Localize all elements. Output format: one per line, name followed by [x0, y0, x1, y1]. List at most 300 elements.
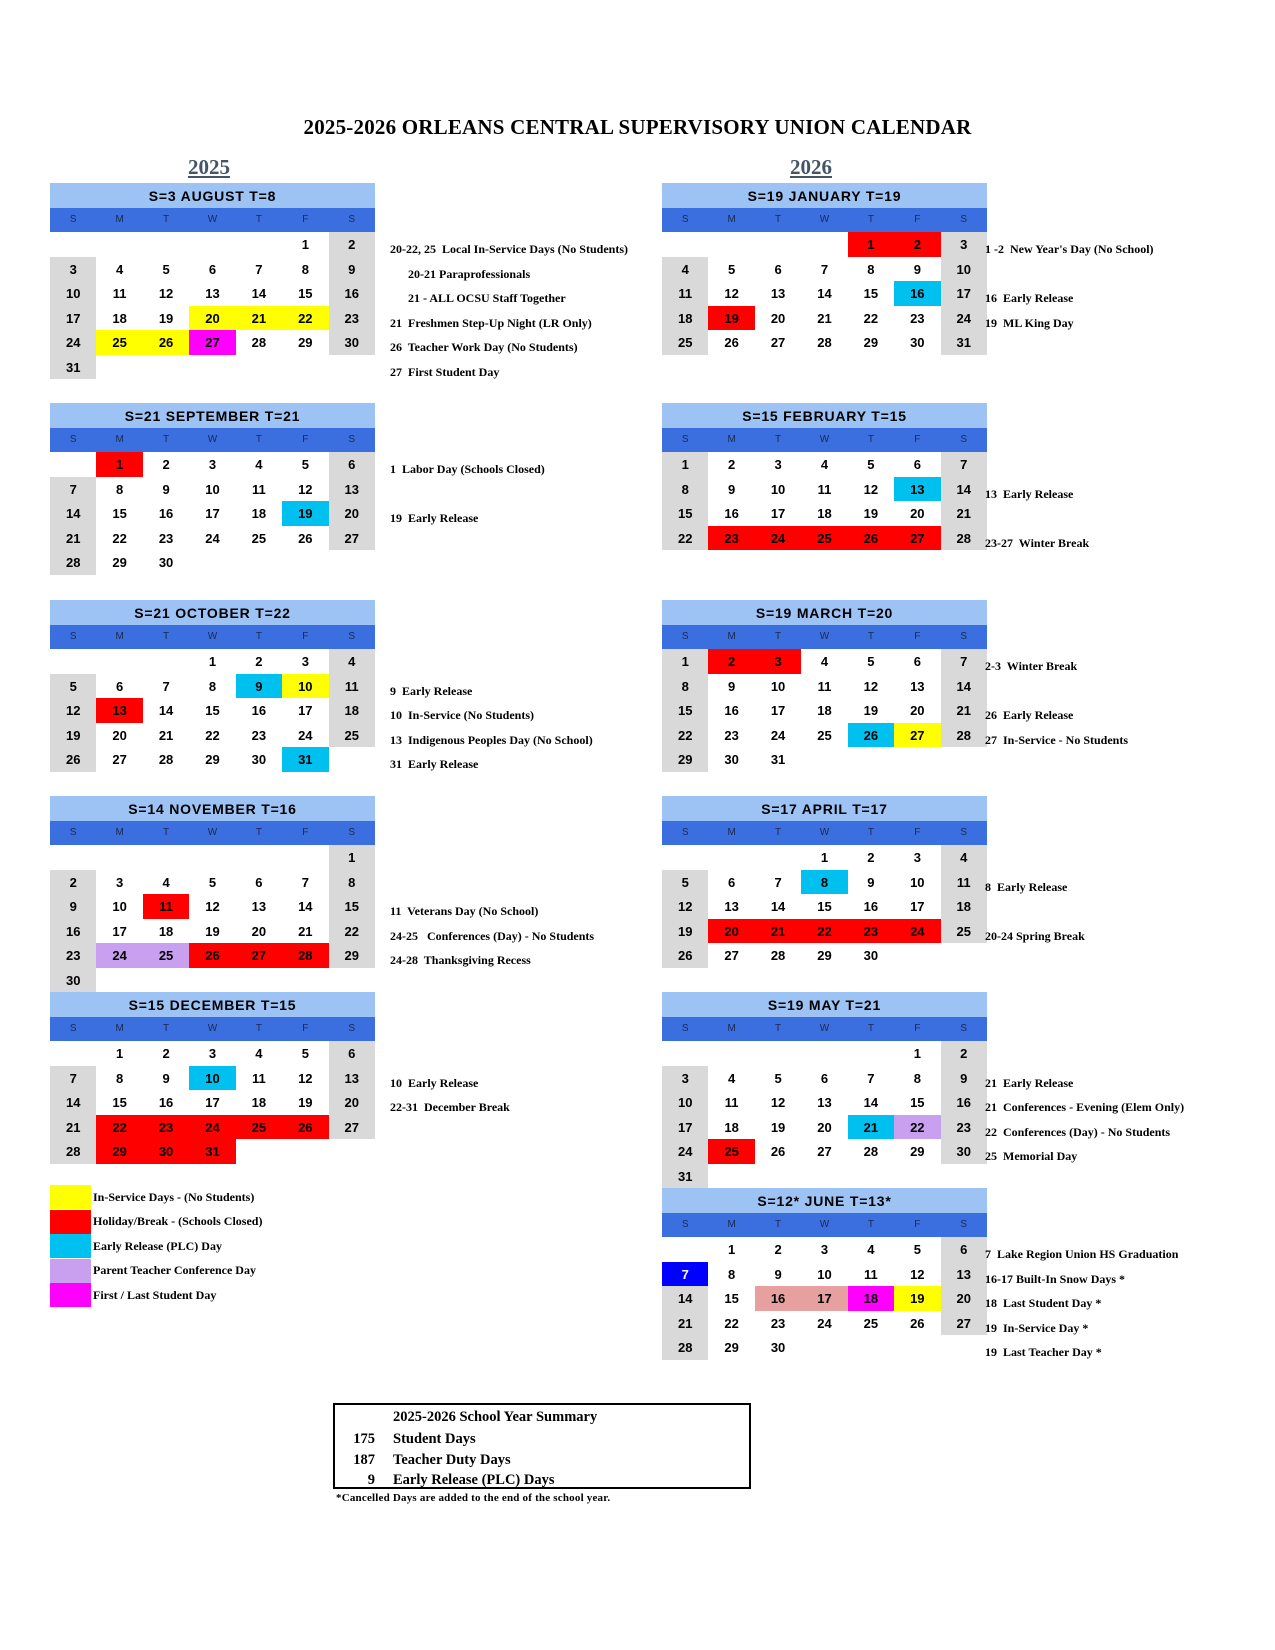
- weekday-header: [50, 625, 375, 649]
- empty-day-cell: [50, 649, 96, 674]
- week-row: [662, 1066, 987, 1091]
- day-cell: 24: [298, 727, 313, 743]
- day-cell: 12: [298, 481, 313, 497]
- day-cell: 29: [96, 1139, 142, 1164]
- weekday-label: W: [207, 214, 218, 225]
- day-cell: 25: [329, 723, 375, 748]
- day-cell: 22: [724, 1315, 739, 1331]
- day-cell: 3: [913, 850, 921, 865]
- day-cell: 10: [112, 899, 127, 914]
- day-cell: 3: [116, 874, 124, 890]
- weekday-label: S: [960, 434, 968, 445]
- day-cell: 27: [724, 948, 739, 963]
- week-row: [50, 698, 375, 723]
- day-cell: 16: [941, 1090, 987, 1115]
- day-cell: 21: [158, 727, 174, 743]
- month-jun: [662, 1188, 987, 1360]
- summary-label: Early Release (PLC) Days: [393, 1472, 555, 1488]
- week-row: [662, 894, 987, 919]
- empty-day-cell: [755, 1164, 801, 1189]
- week-row: [50, 1115, 375, 1140]
- empty-day-cell: [329, 550, 375, 575]
- day-cell: 26: [662, 943, 708, 968]
- day-cell: 20: [910, 703, 925, 718]
- day-cell: 26: [910, 1315, 925, 1331]
- weekday-label: S: [681, 1219, 689, 1230]
- day-cell: 23: [724, 727, 739, 743]
- day-cell: 21: [50, 1115, 96, 1140]
- month-note: 23-27 Winter Break: [985, 535, 1090, 550]
- weekday-label: T: [867, 434, 874, 445]
- week-row: [50, 894, 375, 919]
- empty-day-cell: [189, 845, 235, 870]
- day-cell: 17: [298, 703, 313, 718]
- day-cell: 16: [50, 919, 96, 944]
- day-cell: 6: [329, 1041, 375, 1066]
- empty-day-cell: [662, 845, 708, 870]
- day-cell: 6: [774, 261, 782, 277]
- day-cell: 10: [910, 874, 925, 890]
- month-header: S=19 MAY T=21: [662, 992, 987, 1017]
- week-row: [662, 1090, 987, 1115]
- empty-day-cell: [282, 1139, 328, 1164]
- day-cell: 25: [863, 1315, 879, 1331]
- day-cell: 15: [112, 506, 127, 521]
- day-cell: 13: [910, 678, 925, 694]
- day-cell: 10: [50, 281, 96, 306]
- day-cell: 16: [894, 281, 940, 306]
- day-cell: 31: [941, 330, 987, 355]
- day-cell: 6: [116, 678, 124, 694]
- day-cell: 24: [894, 919, 940, 944]
- month-note: 18 Last Student Day *: [985, 1296, 1102, 1310]
- weekday-label: S: [960, 1023, 968, 1034]
- day-cell: 24: [205, 530, 220, 546]
- week-row: [50, 747, 375, 772]
- day-cell: 7: [820, 261, 829, 277]
- day-cell: 7: [301, 874, 309, 890]
- month-aug: [50, 183, 375, 379]
- weekday-label: W: [819, 827, 830, 838]
- day-cell: 3: [208, 1046, 217, 1061]
- day-cell: 26: [770, 1144, 786, 1159]
- week-row: [662, 1041, 987, 1066]
- week-row: [662, 1286, 987, 1311]
- empty-day-cell: [236, 550, 282, 575]
- legend-swatch: [50, 1283, 91, 1307]
- empty-day-cell: [96, 845, 142, 870]
- month-header: S=3 AUGUST T=8: [50, 183, 375, 208]
- week-row: [50, 330, 375, 355]
- legend-swatch: [50, 1185, 91, 1209]
- day-cell: 12: [863, 678, 879, 694]
- day-cell: 3: [208, 457, 217, 472]
- day-cell: 9: [162, 1070, 170, 1086]
- empty-day-cell: [755, 845, 801, 870]
- day-cell: 28: [282, 943, 328, 968]
- day-cell: 20: [329, 501, 375, 526]
- empty-day-cell: [236, 355, 282, 380]
- week-row: [662, 1311, 987, 1336]
- legend-swatch: [50, 1259, 91, 1283]
- weekday-label: F: [302, 631, 309, 642]
- empty-day-cell: [96, 355, 142, 380]
- week-row: [662, 649, 987, 674]
- day-cell: 17: [662, 1115, 708, 1140]
- summary-label: Teacher Duty Days: [393, 1452, 511, 1468]
- day-cell: 30: [50, 968, 96, 993]
- weekday-label: T: [867, 827, 874, 838]
- weekday-label: W: [819, 1023, 830, 1034]
- week-row: [662, 1139, 987, 1164]
- day-cell: 23: [158, 530, 174, 546]
- day-cell: 25: [662, 330, 708, 355]
- day-cell: 26: [189, 943, 235, 968]
- day-cell: 5: [867, 654, 875, 669]
- day-cell: 16: [329, 281, 375, 306]
- day-cell: 20: [708, 919, 754, 944]
- month-note: 16-17 Built-In Snow Days *: [985, 1271, 1126, 1286]
- month-note: 16 Early Release: [985, 291, 1074, 305]
- weekday-label: M: [727, 434, 736, 445]
- weekday-label: T: [163, 434, 170, 445]
- weekday-label: S: [681, 434, 689, 445]
- weekday-label: S: [681, 631, 689, 642]
- day-cell: 17: [770, 703, 786, 718]
- week-row: [662, 1335, 987, 1360]
- day-cell: 8: [329, 870, 375, 895]
- day-cell: 4: [867, 1242, 875, 1257]
- weekday-label: S: [960, 827, 968, 838]
- day-cell: 20: [910, 506, 925, 521]
- day-cell: 13: [96, 698, 142, 723]
- month-note: 9 Early Release: [390, 683, 473, 698]
- day-cell: 30: [863, 948, 879, 963]
- week-row: [662, 723, 987, 748]
- day-cell: 4: [662, 257, 708, 282]
- day-cell: 1: [301, 237, 309, 252]
- day-cell: 15: [863, 286, 879, 301]
- weekday-header: [662, 208, 987, 232]
- day-cell: 8: [662, 477, 708, 502]
- day-cell: 5: [162, 261, 170, 277]
- week-row: [662, 306, 987, 331]
- weekday-label: W: [819, 631, 830, 642]
- weekday-label: S: [69, 214, 77, 225]
- day-cell: 28: [251, 335, 267, 350]
- empty-day-cell: [708, 845, 754, 870]
- day-cell: 30: [158, 555, 174, 570]
- day-cell: 27: [189, 330, 235, 355]
- day-cell: 1: [728, 1242, 736, 1257]
- weekday-label: T: [775, 1023, 782, 1034]
- summary-label: Student Days: [393, 1431, 476, 1447]
- day-cell: 7: [50, 1066, 96, 1091]
- day-cell: 26: [143, 330, 189, 355]
- day-cell: 28: [50, 1139, 96, 1164]
- day-cell: 10: [770, 678, 786, 694]
- day-cell: 11: [941, 870, 987, 895]
- empty-day-cell: [941, 1335, 987, 1360]
- day-cell: 28: [158, 752, 174, 767]
- day-cell: 23: [708, 526, 754, 551]
- day-cell: 2: [162, 1046, 170, 1061]
- day-cell: 22: [662, 526, 708, 551]
- week-row: [50, 232, 375, 257]
- day-cell: 21: [662, 1311, 708, 1336]
- day-cell: 29: [662, 747, 708, 772]
- weekday-label: T: [255, 827, 262, 838]
- day-cell: 10: [662, 1090, 708, 1115]
- month-note: 10 In-Service (No Students): [390, 708, 534, 722]
- day-cell: 20: [329, 1090, 375, 1115]
- day-cell: 17: [910, 899, 925, 914]
- day-cell: 30: [329, 330, 375, 355]
- day-cell: 1: [208, 654, 217, 669]
- day-cell: 9: [867, 874, 875, 890]
- weekday-label: W: [207, 631, 218, 642]
- day-cell: 23: [143, 1115, 189, 1140]
- day-cell: 9: [913, 261, 921, 277]
- day-cell: 9: [728, 678, 736, 694]
- day-cell: 28: [941, 526, 987, 551]
- weekday-label: T: [775, 434, 782, 445]
- empty-day-cell: [801, 1335, 847, 1360]
- empty-day-cell: [282, 550, 328, 575]
- weekday-label: F: [914, 631, 921, 642]
- weekday-label: F: [914, 1219, 921, 1230]
- day-cell: 21: [50, 526, 96, 551]
- day-cell: 5: [728, 261, 736, 277]
- day-cell: 30: [941, 1139, 987, 1164]
- empty-day-cell: [96, 232, 142, 257]
- day-cell: 2: [162, 457, 170, 472]
- day-cell: 2: [867, 850, 875, 865]
- weekday-label: W: [207, 1023, 218, 1034]
- day-cell: 7: [941, 452, 987, 477]
- day-cell: 7: [867, 1070, 875, 1086]
- weekday-header: [50, 208, 375, 232]
- day-cell: 8: [208, 678, 217, 694]
- day-cell: 5: [208, 874, 217, 890]
- day-cell: 12: [298, 1070, 313, 1086]
- day-cell: 19: [863, 703, 879, 718]
- weekday-label: S: [348, 1023, 356, 1034]
- day-cell: 1: [848, 232, 894, 257]
- day-cell: 10: [817, 1266, 832, 1282]
- month-header: S=21 SEPTEMBER T=21: [50, 403, 375, 428]
- day-cell: 23: [941, 1115, 987, 1140]
- week-row: [50, 550, 375, 575]
- day-cell: 18: [158, 923, 174, 939]
- day-cell: 23: [251, 727, 267, 743]
- month-mar: [662, 600, 987, 772]
- day-cell: 20: [251, 923, 267, 939]
- month-note: 22 Conferences (Day) - No Students: [985, 1124, 1171, 1139]
- week-row: [50, 1041, 375, 1066]
- day-cell: 8: [913, 1070, 921, 1086]
- day-cell: 13: [817, 1095, 832, 1110]
- day-cell: 30: [770, 1340, 786, 1355]
- day-cell: 5: [774, 1070, 782, 1086]
- day-cell: 20: [189, 306, 235, 331]
- day-cell: 1: [662, 649, 708, 674]
- month-note: 21 Freshmen Step-Up Night (LR Only): [390, 315, 592, 330]
- day-cell: 18: [329, 698, 375, 723]
- month-note: 20-24 Spring Break: [985, 928, 1085, 943]
- day-cell: 20: [817, 1119, 832, 1135]
- empty-day-cell: [941, 1164, 987, 1189]
- day-cell: 3: [301, 654, 309, 669]
- week-row: [50, 870, 375, 895]
- day-cell: 3: [662, 1066, 708, 1091]
- weekday-header: [662, 1017, 987, 1041]
- month-note: 1 -2 New Year's Day (No School): [985, 242, 1154, 256]
- day-cell: 19: [662, 919, 708, 944]
- day-cell: 21: [941, 501, 987, 526]
- day-cell: 8: [662, 674, 708, 699]
- day-cell: 23: [770, 1315, 786, 1331]
- day-cell: 11: [112, 286, 127, 301]
- day-cell: 4: [255, 1046, 263, 1061]
- day-cell: 18: [251, 506, 267, 521]
- day-cell: 31: [282, 747, 328, 772]
- day-cell: 14: [158, 703, 174, 718]
- day-cell: 25: [708, 1139, 754, 1164]
- day-cell: 17: [801, 1286, 847, 1311]
- day-cell: 18: [251, 1095, 267, 1110]
- empty-day-cell: [941, 943, 987, 968]
- day-cell: 22: [863, 310, 879, 326]
- day-cell: 4: [329, 649, 375, 674]
- month-note: 20-22, 25 Local In-Service Days (No Students): [390, 242, 628, 256]
- day-cell: 4: [116, 261, 124, 277]
- month-note: 11 Veterans Day (No School): [390, 904, 539, 918]
- weekday-label: F: [302, 1023, 309, 1034]
- day-cell: 10: [205, 481, 220, 497]
- day-cell: 13: [941, 1262, 987, 1287]
- month-header: S=21 OCTOBER T=22: [50, 600, 375, 625]
- week-row: [662, 526, 987, 551]
- week-row: [662, 1262, 987, 1287]
- day-cell: 24: [189, 1115, 235, 1140]
- day-cell: 13: [894, 477, 940, 502]
- month-note: 21 Early Release: [985, 1075, 1074, 1090]
- empty-day-cell: [755, 232, 801, 257]
- day-cell: 3: [774, 457, 782, 472]
- day-cell: 24: [662, 1139, 708, 1164]
- day-cell: 10: [189, 1066, 235, 1091]
- day-cell: 22: [329, 919, 375, 944]
- week-row: [662, 477, 987, 502]
- day-cell: 24: [50, 330, 96, 355]
- month-note: 8 Early Release: [985, 879, 1068, 894]
- day-cell: 6: [208, 261, 217, 277]
- day-cell: 11: [252, 481, 266, 497]
- day-cell: 6: [820, 1070, 829, 1086]
- weekday-label: T: [775, 1219, 782, 1230]
- day-cell: 16: [251, 703, 267, 718]
- day-cell: 12: [770, 1095, 786, 1110]
- day-cell: 14: [941, 674, 987, 699]
- empty-day-cell: [143, 968, 189, 993]
- day-cell: 19: [863, 506, 879, 521]
- day-cell: 28: [817, 335, 832, 350]
- weekday-label: T: [775, 631, 782, 642]
- day-cell: 12: [863, 481, 879, 497]
- summary-value: 175: [353, 1431, 375, 1447]
- empty-day-cell: [894, 1164, 940, 1189]
- year-2025-heading: 2025: [188, 155, 230, 179]
- day-cell: 6: [728, 874, 736, 890]
- weekday-header: [662, 821, 987, 845]
- month-header: S=19 MARCH T=20: [662, 600, 987, 625]
- day-cell: 9: [329, 257, 375, 282]
- day-cell: 23: [50, 943, 96, 968]
- day-cell: 19: [205, 923, 220, 939]
- day-cell: 18: [662, 306, 708, 331]
- empty-day-cell: [50, 232, 96, 257]
- week-row: [50, 674, 375, 699]
- weekday-label: S: [348, 434, 356, 445]
- day-cell: 15: [724, 1291, 739, 1306]
- day-cell: 18: [724, 1119, 739, 1135]
- day-cell: 2: [329, 232, 375, 257]
- day-cell: 11: [817, 678, 832, 694]
- weekday-header: [662, 625, 987, 649]
- day-cell: 2: [255, 654, 263, 669]
- day-cell: 15: [329, 894, 375, 919]
- empty-day-cell: [50, 452, 96, 477]
- page-title: 2025-2026 ORLEANS CENTRAL SUPERVISORY UNION CALENDAR: [303, 115, 972, 139]
- weekday-header: [50, 428, 375, 452]
- month-note: 19 ML King Day: [985, 315, 1074, 330]
- week-row: [50, 306, 375, 331]
- empty-day-cell: [282, 355, 328, 380]
- day-cell: 30: [724, 752, 739, 767]
- month-nov: [50, 796, 375, 992]
- month-note: 24-25 Conferences (Day) - No Students: [390, 928, 595, 943]
- day-cell: 27: [329, 526, 375, 551]
- legend-item-in-service: [50, 1185, 262, 1210]
- day-cell: 5: [913, 1242, 921, 1257]
- month-note: 13 Early Release: [985, 486, 1074, 501]
- empty-day-cell: [894, 747, 940, 772]
- day-cell: 16: [724, 506, 739, 521]
- month-header: S=14 NOVEMBER T=16: [50, 796, 375, 821]
- day-cell: 5: [867, 457, 875, 472]
- day-cell: 16: [863, 899, 879, 914]
- day-cell: 29: [863, 335, 879, 350]
- weekday-label: S: [348, 214, 356, 225]
- day-cell: 21: [755, 919, 801, 944]
- weekday-label: F: [914, 214, 921, 225]
- year-2026-heading: 2026: [790, 155, 832, 179]
- day-cell: 3: [755, 649, 801, 674]
- day-cell: 7: [941, 649, 987, 674]
- day-cell: 11: [724, 1095, 739, 1110]
- day-cell: 23: [848, 919, 894, 944]
- legend-item-first-last: [50, 1283, 262, 1308]
- weekday-label: M: [115, 214, 124, 225]
- weekday-label: S: [960, 631, 968, 642]
- day-cell: 16: [724, 703, 739, 718]
- day-cell: 16: [158, 1095, 174, 1110]
- day-cell: 12: [724, 286, 739, 301]
- day-cell: 8: [116, 1070, 124, 1086]
- day-cell: 27: [941, 1311, 987, 1336]
- day-cell: 1: [913, 1046, 921, 1061]
